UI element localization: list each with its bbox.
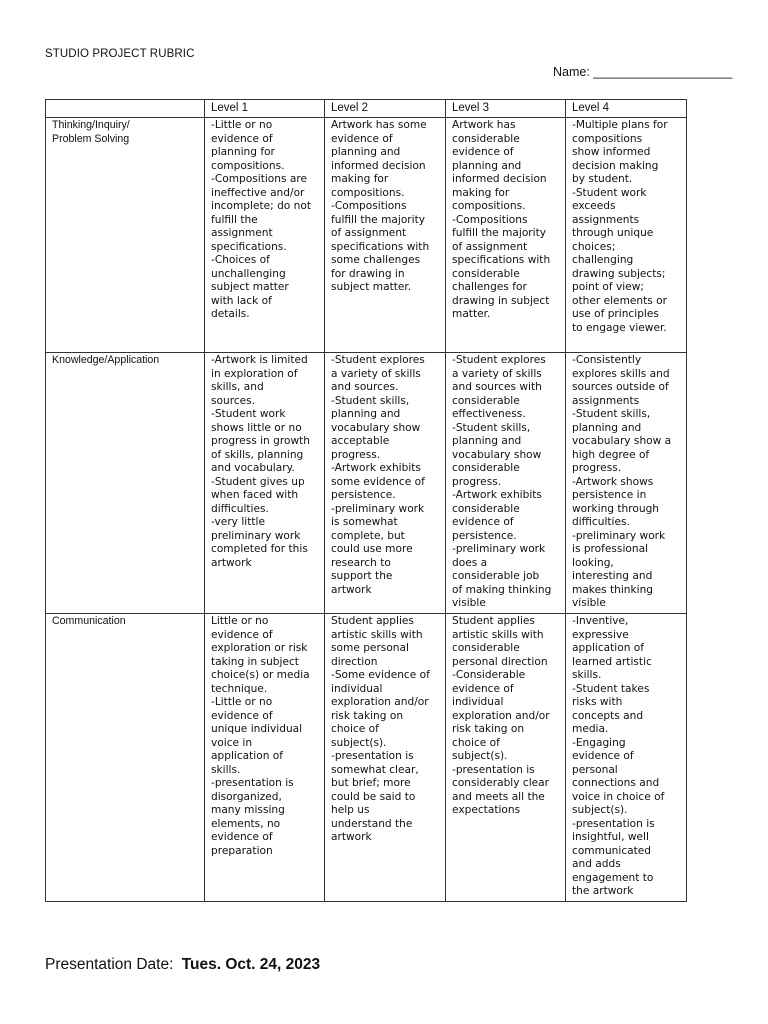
table-cell: Artwork has considerable evidence of planning and informed decision making for compositions. -Compositions fulfill the majority of assignment specifications with considerable challenges for drawing in subject matter. <box>446 118 566 353</box>
table-cell: -Student explores a variety of skills and sources with considerable effectiveness. -Student skills, planning and vocabulary show considerable progress. -Artwork exhibits considerable evidence of persistence. -preliminary work does a considerable job of making thinking visible <box>446 353 566 614</box>
table-row <box>46 118 687 353</box>
criterion-knowledge-application: Knowledge/Application <box>46 353 205 614</box>
table-cell: -Multiple plans for compositions show informed decision making by student. -Student work exceeds assignments through unique choices; challenging drawing subjects; point of view; other elements or use of principles to engage viewer. <box>566 118 687 353</box>
table-header-row <box>46 100 687 118</box>
table-row <box>46 353 687 614</box>
presentation-date-value: Tues. Oct. 24, 2023 <box>181 956 321 973</box>
criterion-thinking-inquiry: Thinking/Inquiry/ Problem Solving <box>46 118 205 353</box>
criterion-communication: Communication <box>46 614 205 902</box>
presentation-date-label: Presentation Date: <box>45 956 174 973</box>
header-cell-criterion <box>46 100 205 118</box>
table-row <box>46 614 687 902</box>
table-cell: -Consistently explores skills and sources outside of assignments -Student skills, planning and vocabulary show a high degree of progress. -Artwork shows persistence in working through difficulties. -preliminary work is professional looking, interesting and makes thinking visible <box>566 353 687 614</box>
rubric-table <box>45 99 687 902</box>
table-cell: Artwork has some evidence of planning and informed decision making for compositions. -Compositions fulfill the majority of assignment specifications with some challenges for drawing in subject matter. <box>325 118 446 353</box>
presentation-date-line <box>45 956 320 974</box>
header-cell-level-3: Level 3 <box>446 100 566 118</box>
header-cell-level-1: Level 1 <box>205 100 325 118</box>
table-cell: -Little or no evidence of planning for compositions. -Compositions are ineffective and/or incomplete; do not fulfill the assignment specifications. -Choices of unchallenging subject matter with lack of details. <box>205 118 325 353</box>
table-cell: Little or no evidence of exploration or risk taking in subject choice(s) or media technique. -Little or no evidence of unique individual voice in application of skills. -presentation is disorganized, many missing elements, no evidence of preparation <box>205 614 325 902</box>
header-cell-level-2: Level 2 <box>325 100 446 118</box>
table-cell: Student applies artistic skills with some personal direction -Some evidence of individual exploration and/or risk taking on choice of subject(s). -presentation is somewhat clear, but brief; more could be said to help us understand the artwork <box>325 614 446 902</box>
table-cell: -Student explores a variety of skills and sources. -Student skills, planning and vocabulary show acceptable progress. -Artwork exhibits some evidence of persistence. -preliminary work is somewhat complete, but could use more research to support the artwork <box>325 353 446 614</box>
name-field-label: Name: ____________________ <box>553 65 733 79</box>
document-title: STUDIO PROJECT RUBRIC <box>45 48 195 60</box>
table-cell: -Artwork is limited in exploration of skills, and sources. -Student work shows little or no progress in growth of skills, planning and vocabulary. -Student gives up when faced with difficulties. -very little preliminary work completed for this artwork <box>205 353 325 614</box>
table-cell: Student applies artistic skills with considerable personal direction -Considerable evidence of individual exploration and/or risk taking on choice of subject(s). -presentation is considerably clear and meets all the expectations <box>446 614 566 902</box>
header-cell-level-4: Level 4 <box>566 100 687 118</box>
table-cell: -Inventive, expressive application of learned artistic skills. -Student takes risks with concepts and media. -Engaging evidence of personal connections and voice in choice of subject(s). -presentation is insightful, well communicated and adds engagement to the artwork <box>566 614 687 902</box>
